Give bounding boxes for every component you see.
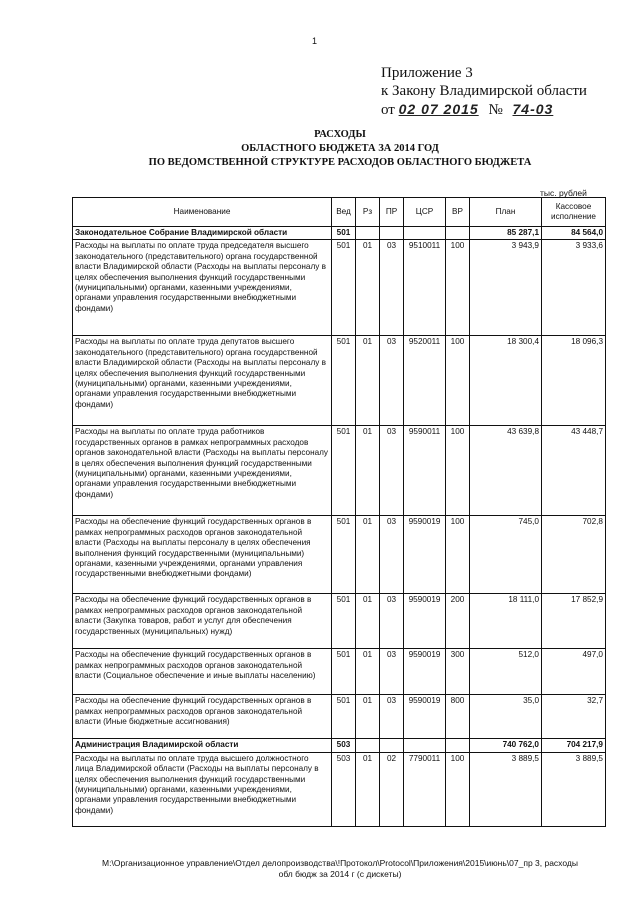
table-row <box>73 752 606 826</box>
row-ved: 501 <box>332 649 356 695</box>
appendix-title: Приложение 3 <box>381 65 473 81</box>
row-cash: 702,8 <box>542 516 606 594</box>
table-row <box>73 594 606 649</box>
footer-line-1: M:\Организационное управление\Отдел делопроизводства\!Протокол\Protocol\Приложения\2015\июнь\07_пр 3, расходы <box>102 858 578 868</box>
row-cash: 3 933,6 <box>542 240 606 336</box>
row-cash: 3 889,5 <box>542 752 606 826</box>
row-ved: 501 <box>332 426 356 516</box>
row-plan: 85 287,1 <box>470 227 542 240</box>
row-vr: 300 <box>446 649 470 695</box>
row-vr: 100 <box>446 752 470 826</box>
row-name: Расходы на обеспечение функций государственных органов в рамках непрограммных расходов органов законодательной власти (Расходы на выплаты персоналу в целях обеспечения выполнения функций государственными (муниципальными) органами, казенными учреждениями, органами управления государственными внебюджетными фондами) <box>73 516 332 594</box>
table-row <box>73 227 606 240</box>
row-rz: 01 <box>356 336 380 426</box>
row-cash: 32,7 <box>542 695 606 739</box>
row-rz: 01 <box>356 649 380 695</box>
table-row <box>73 426 606 516</box>
budget-table <box>72 197 606 827</box>
row-name: Законодательное Собрание Владимирской области <box>73 227 332 240</box>
row-cash: 84 564,0 <box>542 227 606 240</box>
row-csr: 9520011 <box>404 336 446 426</box>
row-csr: 9590019 <box>404 649 446 695</box>
row-csr <box>404 227 446 240</box>
row-plan: 18 300,4 <box>470 336 542 426</box>
row-name: Расходы на обеспечение функций государственных органов в рамках непрограммных расходов органов законодательной власти (Закупка товаров, работ и услуг для обеспечения государственных (муниципальных) нужд) <box>73 594 332 649</box>
row-vr <box>446 739 470 752</box>
header-pr: ПР <box>380 198 404 227</box>
row-vr: 100 <box>446 336 470 426</box>
title-line-2: ОБЛАСТНОГО БЮДЖЕТА ЗА 2014 ГОД <box>241 143 439 154</box>
units-label: тыс. рублей <box>540 188 587 198</box>
row-vr: 200 <box>446 594 470 649</box>
row-csr: 9590019 <box>404 594 446 649</box>
row-csr: 9510011 <box>404 240 446 336</box>
header-ved: Вед <box>332 198 356 227</box>
row-vr: 100 <box>446 240 470 336</box>
row-rz: 01 <box>356 240 380 336</box>
row-cash: 43 448,7 <box>542 426 606 516</box>
row-csr <box>404 739 446 752</box>
row-pr: 03 <box>380 240 404 336</box>
table-row <box>73 516 606 594</box>
row-rz: 01 <box>356 594 380 649</box>
row-rz: 01 <box>356 516 380 594</box>
row-cash: 704 217,9 <box>542 739 606 752</box>
row-plan: 745,0 <box>470 516 542 594</box>
row-ved: 501 <box>332 240 356 336</box>
row-plan: 43 639,8 <box>470 426 542 516</box>
header-cash: Кассовое исполнение <box>542 198 606 227</box>
row-name: Расходы на выплаты по оплате труда работников государственных органов в рамках непрограммных расходов органов законодательной власти (Расходы на выплаты персоналу в целях обеспечения выполнения функций государственными (муниципальными) органами, казенными учреждениями, органами управления государственными внебюджетными фондами) <box>73 426 332 516</box>
row-csr: 9590019 <box>404 516 446 594</box>
from-label: от <box>381 102 395 118</box>
row-cash: 497,0 <box>542 649 606 695</box>
table-row <box>73 739 606 752</box>
header-rz: Рз <box>356 198 380 227</box>
header-plan: План <box>470 198 542 227</box>
row-csr: 7790011 <box>404 752 446 826</box>
row-ved: 503 <box>332 752 356 826</box>
row-name: Расходы на обеспечение функций государственных органов в рамках непрограммных расходов органов законодательной власти (Иные бюджетные ассигнования) <box>73 695 332 739</box>
row-rz: 01 <box>356 695 380 739</box>
row-vr <box>446 227 470 240</box>
row-pr: 03 <box>380 695 404 739</box>
row-cash: 17 852,9 <box>542 594 606 649</box>
title-line-1: РАСХОДЫ <box>314 129 366 140</box>
footer-path <box>40 858 640 880</box>
row-vr: 100 <box>446 426 470 516</box>
row-ved: 501 <box>332 336 356 426</box>
row-ved: 501 <box>332 594 356 649</box>
row-rz <box>356 227 380 240</box>
header-csr: ЦСР <box>404 198 446 227</box>
row-rz: 01 <box>356 752 380 826</box>
header-vr: ВР <box>446 198 470 227</box>
appendix-date-line <box>381 100 587 119</box>
table-row <box>73 649 606 695</box>
row-ved: 501 <box>332 695 356 739</box>
table-row <box>73 695 606 739</box>
row-name: Расходы на обеспечение функций государственных органов в рамках непрограммных расходов органов законодательной власти (Социальное обеспечение и иные выплаты населению) <box>73 649 332 695</box>
row-vr: 100 <box>446 516 470 594</box>
row-plan: 3 889,5 <box>470 752 542 826</box>
row-name: Расходы на выплаты по оплате труда депутатов высшего законодательного (представительного) органа государственной власти Владимирской области (Расходы на выплаты персоналу в целях обеспечения выполнения функций государственными (муниципальными) органами, казенными учреждениями, органами управления государственными внебюджетными фондами) <box>73 336 332 426</box>
number-label: № <box>488 102 503 118</box>
row-plan: 18 111,0 <box>470 594 542 649</box>
row-cash: 18 096,3 <box>542 336 606 426</box>
row-vr: 800 <box>446 695 470 739</box>
row-name: Расходы на выплаты по оплате труда председателя высшего законодательного (представительного) органа государственной власти Владимирской области (Расходы на выплаты персоналу в целях обеспечения выполнения функций государственными (муниципальными) органами, казенными учреждениями, органами управления государственными внебюджетными фондами) <box>73 240 332 336</box>
table-row <box>73 240 606 336</box>
page-number: 1 <box>312 36 318 46</box>
row-csr: 9590019 <box>404 695 446 739</box>
row-pr: 03 <box>380 516 404 594</box>
appendix-block <box>381 64 587 119</box>
handwritten-number: 74-03 <box>512 101 554 117</box>
header-name: Наименование <box>73 198 332 227</box>
row-name: Администрация Владимирской области <box>73 739 332 752</box>
row-plan: 740 762,0 <box>470 739 542 752</box>
row-csr: 9590011 <box>404 426 446 516</box>
row-name: Расходы на выплаты по оплате труда высшего должностного лица Владимирской области (Расходы на выплаты персоналу в целях обеспечения выполнения функций государственными (муниципальными) органами, казенными учреждениями, органами управления государственными внебюджетными фондами) <box>73 752 332 826</box>
row-rz: 01 <box>356 426 380 516</box>
row-pr <box>380 227 404 240</box>
handwritten-date: 02 07 2015 <box>398 101 479 117</box>
row-ved: 501 <box>332 227 356 240</box>
row-pr: 03 <box>380 336 404 426</box>
row-pr <box>380 739 404 752</box>
document-title <box>0 128 640 170</box>
row-ved: 503 <box>332 739 356 752</box>
row-plan: 35,0 <box>470 695 542 739</box>
table-row <box>73 336 606 426</box>
table-header-row <box>73 198 606 227</box>
row-rz <box>356 739 380 752</box>
row-plan: 512,0 <box>470 649 542 695</box>
row-pr: 02 <box>380 752 404 826</box>
row-pr: 03 <box>380 426 404 516</box>
row-ved: 501 <box>332 516 356 594</box>
appendix-law: к Закону Владимирской области <box>381 83 587 99</box>
footer-line-2: обл бюдж за 2014 г (с дискеты) <box>278 869 402 879</box>
row-pr: 03 <box>380 594 404 649</box>
title-line-3: ПО ВЕДОМСТВЕННОЙ СТРУКТУРЕ РАСХОДОВ ОБЛАСТНОГО БЮДЖЕТА <box>148 157 532 168</box>
row-pr: 03 <box>380 649 404 695</box>
row-plan: 3 943,9 <box>470 240 542 336</box>
